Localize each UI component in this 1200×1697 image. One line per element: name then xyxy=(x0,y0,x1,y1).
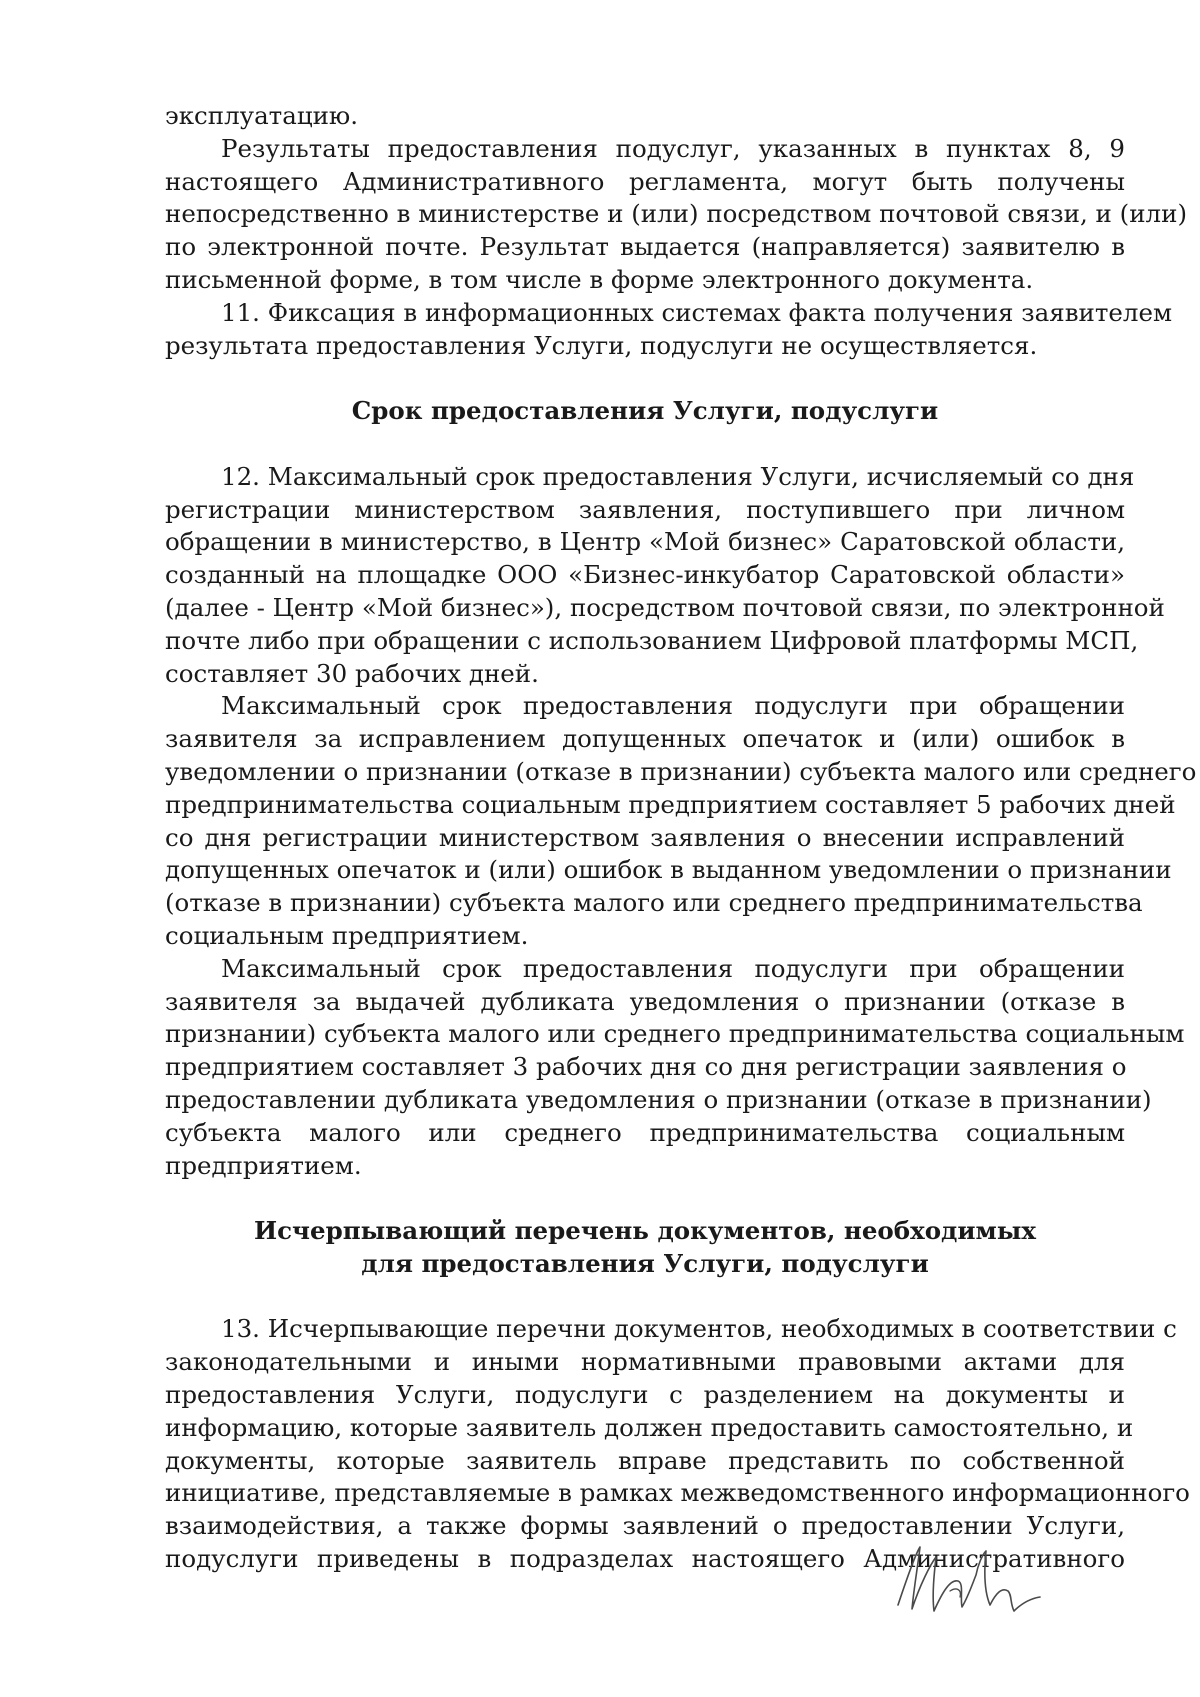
text-line: письменной форме, в том числе в форме электронного документа. xyxy=(165,264,1034,294)
text-line: по электронной почте. Результат выдается (направляется) заявителю в xyxy=(165,232,1125,262)
text-line: предпринимательства социальным предприятием составляет 5 рабочих дней xyxy=(165,789,1176,819)
text-line: допущенных опечаток и (или) ошибок в выданном уведомлении о признании xyxy=(165,855,1172,885)
text-line: предприятием. xyxy=(165,1150,362,1180)
text-line: инициативе, представляемые в рамках межведомственного информационного xyxy=(165,1478,1190,1508)
text-line: уведомлении о признании (отказе в признании) субъекта малого или среднего xyxy=(165,756,1197,786)
text-line: созданный на площадке ООО «Бизнес-инкубатор Саратовской области» xyxy=(165,560,1125,590)
text-line: взаимодействия, а также формы заявлений о предоставлении Услуги, xyxy=(165,1511,1125,1541)
text-line: 13. Исчерпывающие перечни документов, необходимых в соответствии с xyxy=(221,1314,1177,1344)
text-line: со дня регистрации министерством заявления о внесении исправлений xyxy=(165,822,1125,852)
text-line: информацию, которые заявитель должен предоставить самостоятельно, и xyxy=(165,1412,1134,1442)
text-line: результата предоставления Услуги, подуслуги не осуществляется. xyxy=(165,330,1038,360)
text-line: Максимальный срок предоставления подуслуги при обращении xyxy=(221,953,1125,983)
text-line: Максимальный срок предоставления подуслуги при обращении xyxy=(221,691,1125,721)
text-line: предоставлении дубликата уведомления о признании (отказе в признании) xyxy=(165,1084,1152,1114)
text-line: субъекта малого или среднего предпринимательства социальным xyxy=(165,1117,1125,1147)
text-line: предоставления Услуги, подуслуги с разделением на документы и xyxy=(165,1380,1125,1410)
text-line: Результаты предоставления подуслуг, указанных в пунктах 8, 9 xyxy=(221,133,1125,163)
section-heading: Срок предоставления Услуги, подуслуги xyxy=(351,396,939,426)
text-line: 12. Максимальный срок предоставления Услуги, исчисляемый со дня xyxy=(221,461,1135,491)
section-heading: для предоставления Услуги, подуслуги xyxy=(361,1248,929,1278)
text-line: заявителя за выдачей дубликата уведомления о признании (отказе в xyxy=(165,986,1125,1016)
text-line: обращении в министерство, в Центр «Мой бизнес» Саратовской области, xyxy=(165,527,1125,557)
text-line: эксплуатацию. xyxy=(165,101,359,130)
text-line: заявителя за исправлением допущенных опечаток и (или) ошибок в xyxy=(165,724,1125,754)
text-line: законодательными и иными нормативными правовыми актами для xyxy=(165,1347,1125,1377)
text-line: признании) субъекта малого или среднего предпринимательства социальным xyxy=(165,1019,1185,1049)
text-line: документы, которые заявитель вправе представить по собственной xyxy=(165,1445,1125,1475)
section-heading: Исчерпывающий перечень документов, необходимых xyxy=(253,1216,1036,1246)
text-line: регистрации министерством заявления, поступившего при личном xyxy=(165,494,1125,524)
text-line: 11. Фиксация в информационных системах факта получения заявителем xyxy=(221,297,1173,327)
text-line: настоящего Административного регламента, могут быть получены xyxy=(165,166,1125,196)
text-line: составляет 30 рабочих дней. xyxy=(165,658,539,688)
text-line: подуслуги приведены в подразделах настоящего Административного xyxy=(165,1544,1125,1574)
text-line: (далее - Центр «Мой бизнес»), посредством почтовой связи, по электронной xyxy=(165,592,1165,622)
text-line: непосредственно в министерстве и (или) посредством почтовой связи, и (или) xyxy=(165,199,1188,229)
text-line: почте либо при обращении с использованием Цифровой платформы МСП, xyxy=(165,625,1139,655)
text-line: социальным предприятием. xyxy=(165,920,529,950)
document-page xyxy=(165,100,1197,1576)
handwritten-signature xyxy=(890,1535,1050,1625)
text-line: (отказе в признании) субъекта малого или среднего предпринимательства xyxy=(165,888,1143,918)
text-line: предприятием составляет 3 рабочих дня со дня регистрации заявления о xyxy=(165,1052,1127,1082)
